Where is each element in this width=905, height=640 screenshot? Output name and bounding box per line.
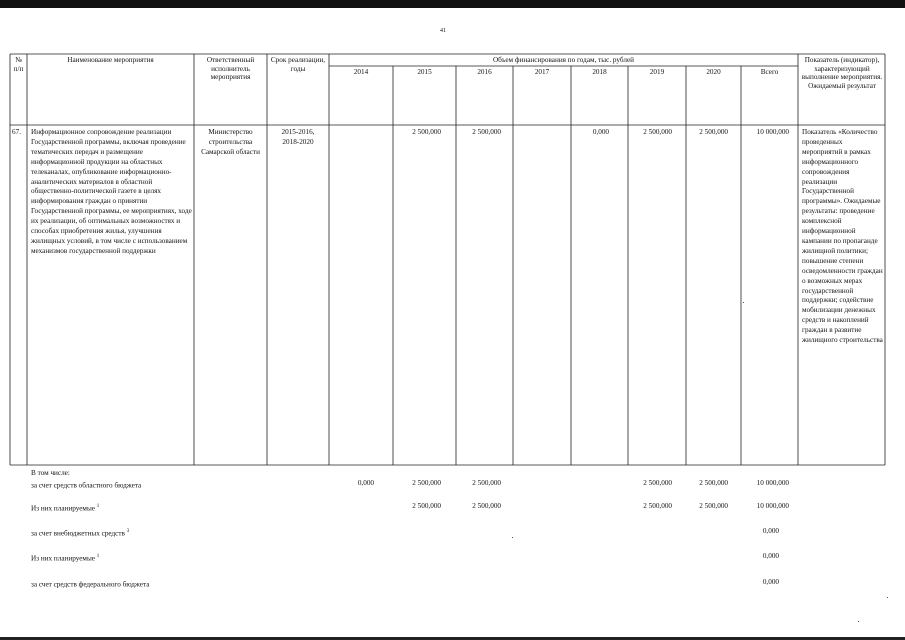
row-value-2019: 2 500,000 xyxy=(643,128,672,136)
row-value-2018: 0,000 xyxy=(592,128,609,136)
row-indicator: Показатель «Количество проведенных мероприятий в рамках информационного сопровождения реализации Государственной программы». Ожидаемые результаты: проведение комплексной информационной кампании по пропаганде жилищной политики; повышение степени осведомленности граждан о возможных мерах государственной поддержки; содействие мобилизации денежных средств и накоплений граждан в развитие жилищного строительства xyxy=(802,128,883,345)
breakdown-value: 2 500,000 xyxy=(412,479,441,487)
row-value-total: 10 000,000 xyxy=(756,128,789,136)
breakdown-title: В том числе: xyxy=(31,469,70,477)
breakdown-label: за счет средств областного бюджета xyxy=(31,481,142,490)
breakdown-value: 2 500,000 xyxy=(643,479,672,487)
breakdown-label: за счет средств федерального бюджета xyxy=(31,580,150,589)
row-value-2015: 2 500,000 xyxy=(412,128,441,136)
header-period: Срок реализации, годы xyxy=(270,56,326,73)
scan-speck xyxy=(887,597,888,598)
header-num: № п/п xyxy=(13,56,24,73)
breakdown-value: 2 500,000 xyxy=(699,479,728,487)
header-name: Наименование мероприятия xyxy=(67,56,154,64)
header-year-2018: 2018 xyxy=(592,68,607,76)
row-number: 67. xyxy=(12,128,21,136)
row-value-2016: 2 500,000 xyxy=(472,128,501,136)
breakdown-value: 0,000 xyxy=(762,578,779,586)
header-total: Всего xyxy=(760,68,779,76)
row-measure-name: Информационное сопровождение реализации Государственной программы, включая проведение тематических передач и размещение информационной продукции на областных телеканалах, опубликование информационно-аналитических материалов в областной общественно-политической газете в целях информирования граждан о принятии Государственной программы, ее мероприятиях, ходе их реализации, об оптимальных возможностях и способах приобретения жилья, улучшения жилищных условий, в том числе с использованием механизмов государственной поддержки xyxy=(31,128,192,255)
header-year-2019: 2019 xyxy=(649,68,665,76)
header-funding-title: Объем финансирования по годам, тыс. рублей xyxy=(492,56,635,64)
breakdown-value: 10 000,000 xyxy=(756,479,789,487)
header-year-2016: 2016 xyxy=(477,68,492,76)
header-year-2014: 2014 xyxy=(353,68,369,76)
breakdown-value: 10 000,000 xyxy=(756,502,789,510)
header-year-2017: 2017 xyxy=(534,68,550,76)
breakdown-value: 2 500,000 xyxy=(699,502,728,510)
header-year-2015: 2015 xyxy=(417,68,432,76)
row-period: 2015-2016, 2018-2020 xyxy=(281,128,315,146)
breakdown-label: Из них планируемые $^1$ xyxy=(31,554,100,563)
breakdown-value: 2 500,000 xyxy=(472,479,501,487)
breakdown-value: 0,000 xyxy=(762,552,779,560)
page-number: 41 xyxy=(440,28,446,34)
header-executor: Ответственный исполнитель мероприятия xyxy=(206,56,255,82)
breakdown-value: 2 500,000 xyxy=(472,502,501,510)
header-year-2020: 2020 xyxy=(706,68,721,76)
breakdown-value: 2 500,000 xyxy=(412,502,441,510)
breakdown-value: 0,000 xyxy=(762,527,779,535)
scan-speck xyxy=(743,302,744,303)
scan-speck xyxy=(858,621,859,622)
breakdown-value: 0,000 xyxy=(357,479,374,487)
scan-speck xyxy=(512,537,513,538)
row-value-2020: 2 500,000 xyxy=(699,128,728,136)
breakdown-label: за счет внебюджетных средств $^3$ xyxy=(31,529,130,538)
breakdown-value: 2 500,000 xyxy=(643,502,672,510)
breakdown-label: Из них планируемые $^1$ xyxy=(31,504,100,513)
header-indicator: Показатель (индикатор), характеризующий выполнение мероприятия. Ожидаемый результат xyxy=(801,56,883,90)
row-executor: Министерство строительства Самарской области xyxy=(201,128,260,156)
